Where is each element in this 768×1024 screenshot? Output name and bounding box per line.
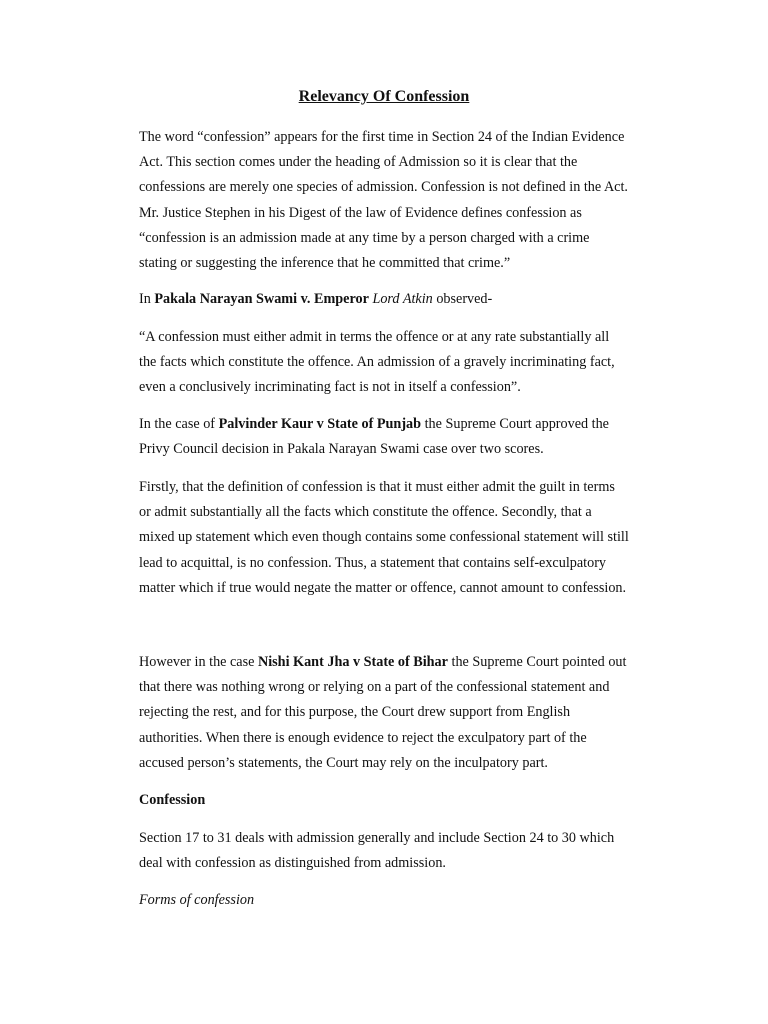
text-line: matter which if true would negate the matter or offence, cannot amount to confession. bbox=[139, 579, 627, 596]
text-line: “A confession must either admit in terms the offence or at any rate substantially all bbox=[139, 329, 610, 345]
text-line: Privy Council decision in Pakala Narayan Swami case over two scores. bbox=[139, 441, 544, 458]
paragraph-nishi-kant-case bbox=[139, 650, 679, 776]
text-line: lead to acquittal, is no confession. Thus, a statement that contains self-exculpatory bbox=[139, 554, 607, 571]
text-prefix: In the case of bbox=[139, 416, 219, 432]
text-line: stating or suggesting the inference that he committed that crime.” bbox=[139, 255, 511, 272]
text-line: or admit substantially all the facts which constitute the offence. Secondly, that a bbox=[139, 504, 592, 521]
paragraph-pakala-case bbox=[139, 287, 679, 312]
text-line bbox=[139, 287, 679, 312]
case-name-nishi-kant: Nishi Kant Jha v State of Bihar bbox=[257, 654, 448, 670]
text-line: rejecting the rest, and for this purpose, the Court drew support from English bbox=[139, 704, 571, 721]
text-line: accused person’s statements, the Court may rely on the inculpatory part. bbox=[139, 754, 548, 771]
text-suffix: observed- bbox=[432, 291, 493, 307]
paragraph-firstly bbox=[139, 475, 679, 601]
text-line: the facts which constitute the offence. An admission of a gravely incriminating fact, bbox=[139, 354, 615, 371]
case-name-palvinder: Palvinder Kaur v State of Punjab bbox=[218, 416, 422, 432]
paragraph-sections bbox=[139, 826, 679, 876]
text-prefix: However in the case bbox=[139, 654, 258, 670]
forms-of-confession-heading: Forms of confession bbox=[139, 892, 255, 908]
text-suffix: the Supreme Court pointed out bbox=[447, 654, 627, 670]
text-prefix: In bbox=[139, 291, 155, 307]
text-line: Mr. Justice Stephen in his Digest of the law of Evidence defines confession as bbox=[139, 204, 582, 221]
text-line: Section 17 to 31 deals with admission generally and include Section 24 to 30 which bbox=[139, 830, 615, 846]
text-line: “confession is an admission made at any time by a person charged with a crime bbox=[139, 229, 590, 246]
text-line: authorities. When there is enough evidence to reject the exculpatory part of the bbox=[139, 729, 587, 746]
text-line: that there was nothing wrong or relying on a part of the confessional statement and bbox=[139, 679, 610, 696]
text-line: mixed up statement which even though contains some confessional statement will still bbox=[139, 529, 629, 546]
paragraph-palvinder-case bbox=[139, 412, 679, 462]
paragraph-quotation bbox=[139, 325, 679, 401]
subheading bbox=[139, 888, 679, 913]
text-line: Act. This section comes under the heading of Admission so it is clear that the bbox=[139, 154, 578, 171]
text-line: Firstly, that the definition of confession is that it must either admit the guilt in terms bbox=[139, 479, 615, 495]
text-line bbox=[139, 650, 679, 675]
page-title: Relevancy Of Confession bbox=[298, 88, 470, 105]
text-line: deal with confession as distinguished from admission. bbox=[139, 855, 446, 872]
case-name-pakala: Pakala Narayan Swami v. Emperor bbox=[154, 291, 369, 307]
text-line: even a conclusively incriminating fact is not in itself a confession”. bbox=[139, 379, 521, 396]
judge-name: Lord Atkin bbox=[372, 291, 433, 307]
text-line: confessions are merely one species of admission. Confession is not defined in the Act. bbox=[139, 179, 628, 196]
heading-confession: Confession bbox=[139, 792, 206, 808]
section-heading bbox=[139, 788, 679, 813]
text-line bbox=[139, 412, 679, 437]
paragraph-definition bbox=[139, 125, 679, 276]
text-suffix: the Supreme Court approved the bbox=[421, 416, 609, 432]
text-line: The word “confession” appears for the first time in Section 24 of the Indian Evidence bbox=[139, 129, 625, 145]
